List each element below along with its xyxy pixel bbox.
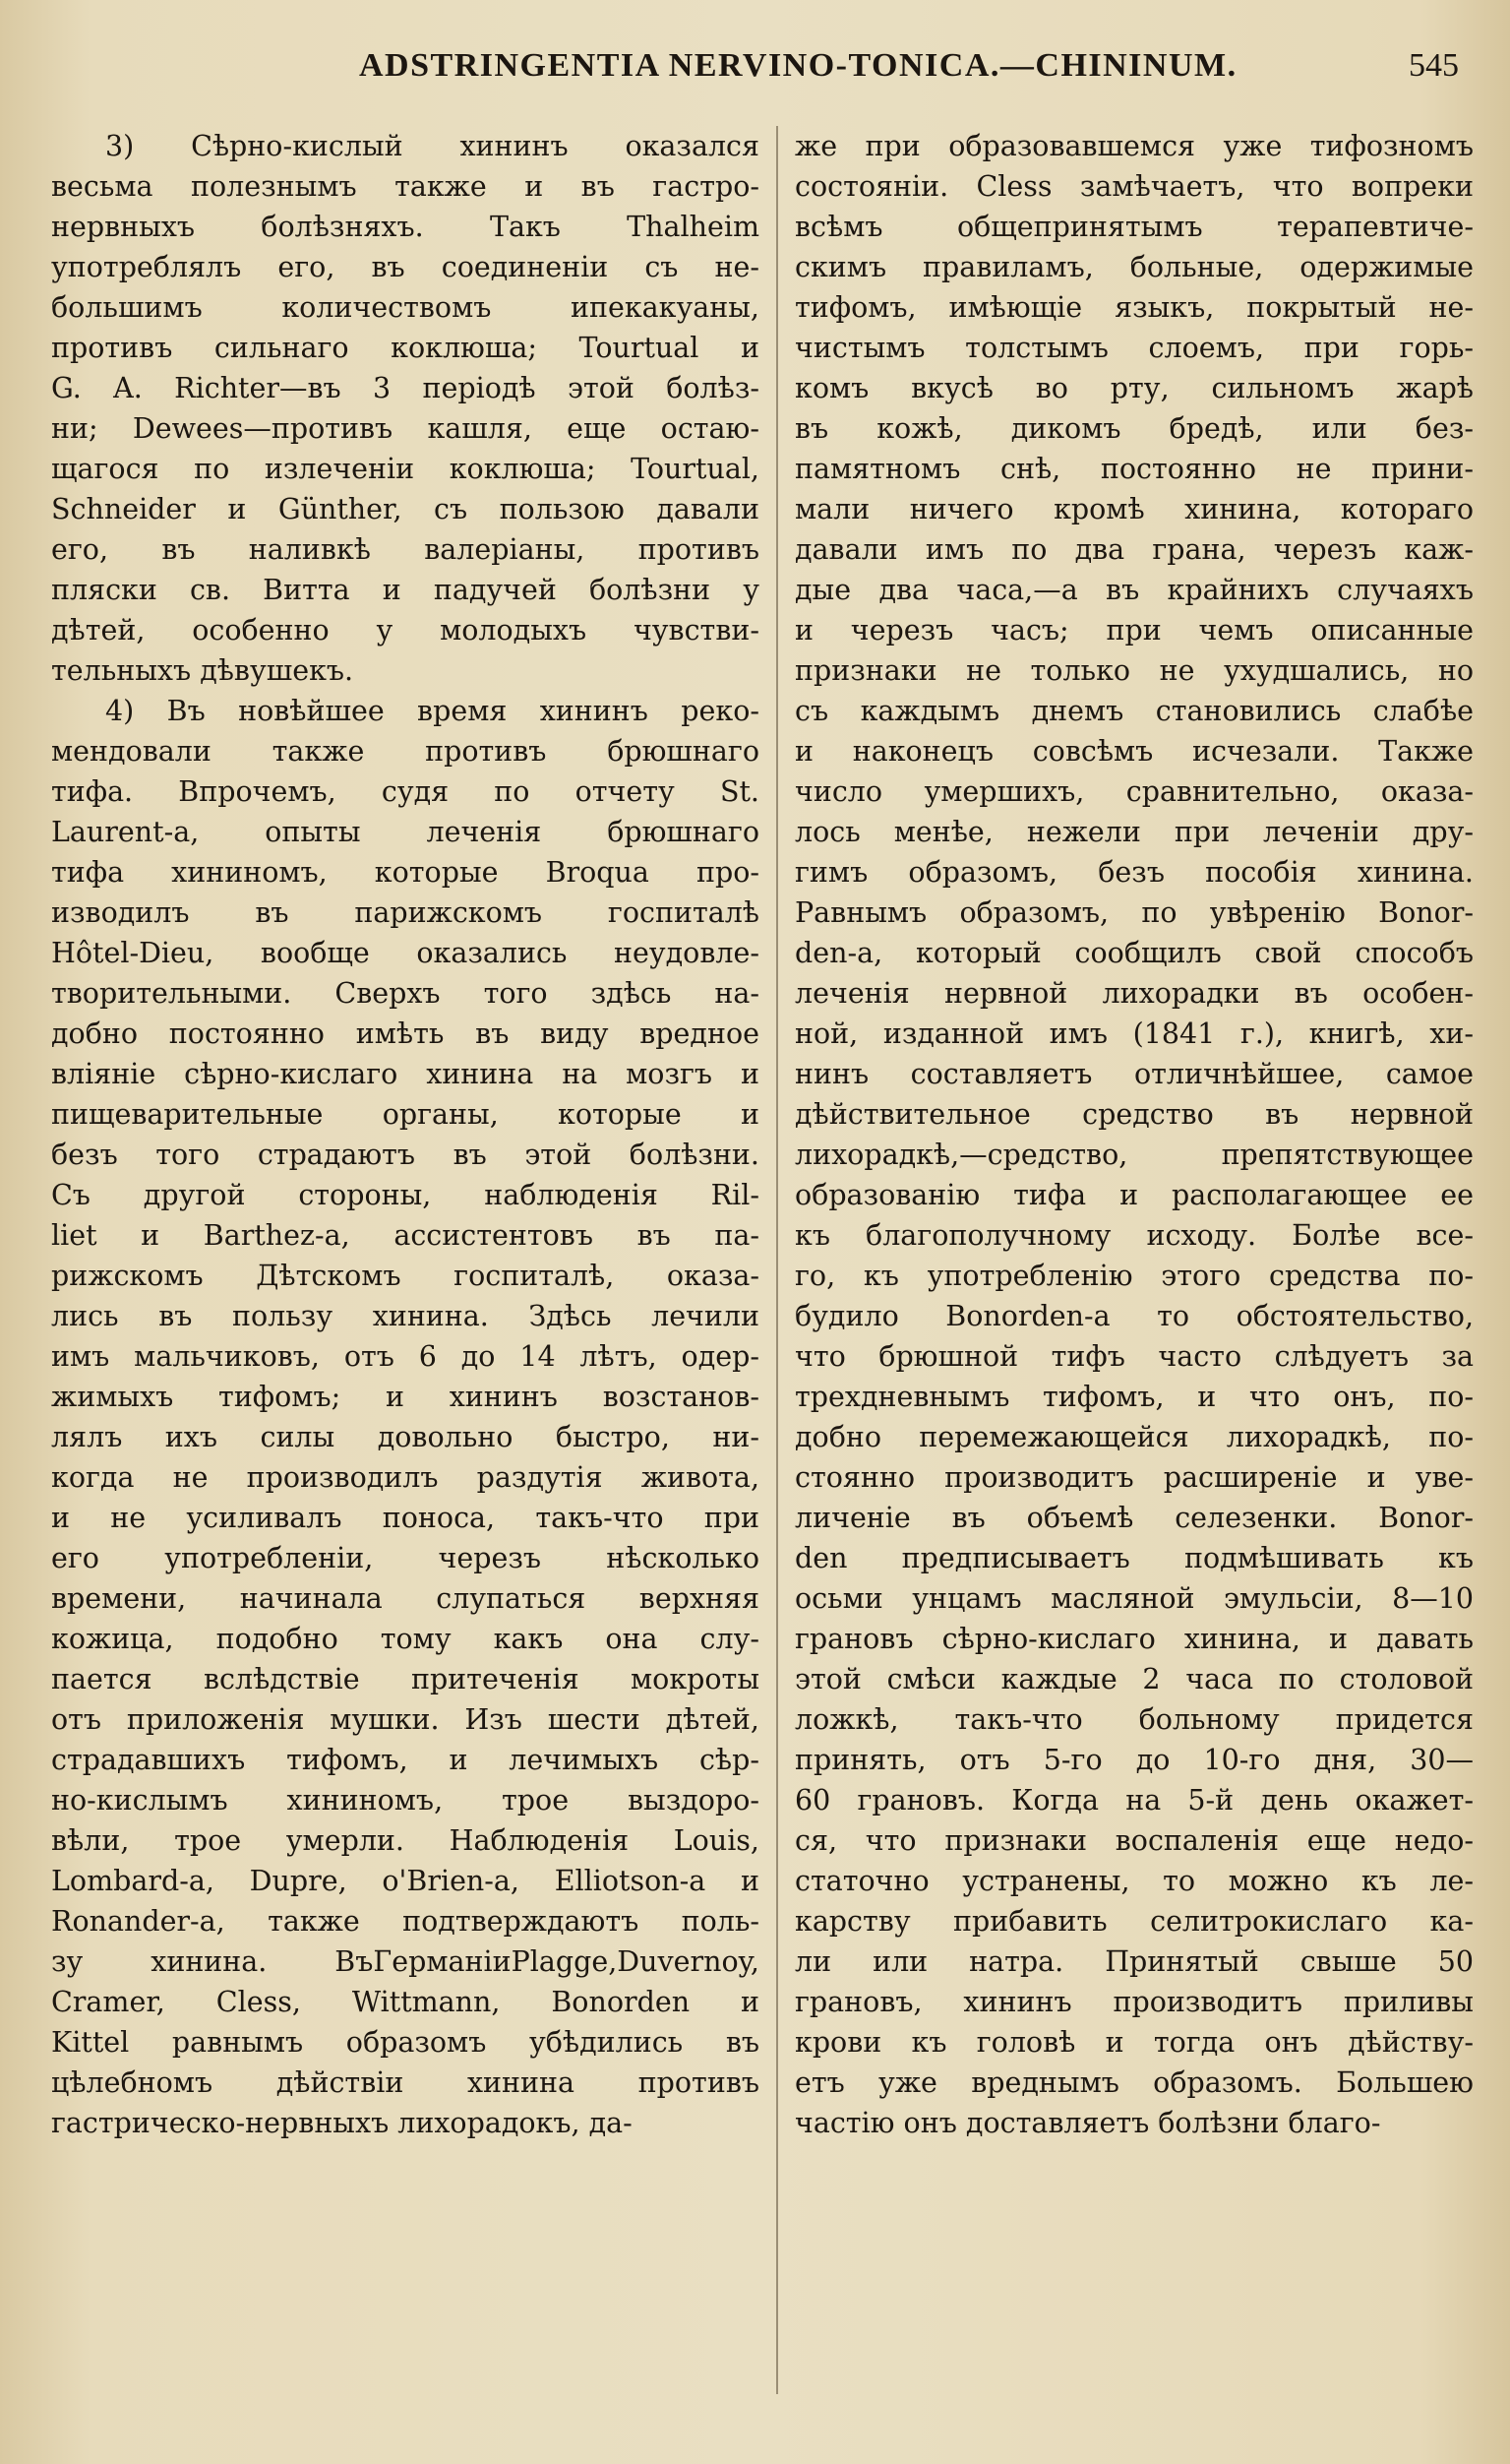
text-line: съ каждымъ днемъ становились слабѣе [795,695,1474,727]
text-line: тифа. Впрочемъ, судя по отчету St. [51,775,759,808]
text-line: же при образовавшемся уже тифозномъ [795,130,1474,162]
text-line: рижскомъ Дѣтскомъ госпиталѣ, оказа- [51,1260,759,1292]
text-line: пается вслѣдствiе притеченiя мокроты [51,1663,759,1695]
text-line: страдавшихъ тифомъ, и лечимыхъ сѣр- [51,1744,759,1776]
text-line: къ благополучному исходу. Болѣе все- [795,1219,1474,1252]
text-line: безъ того страдаютъ въ этой болѣзни. [51,1139,759,1171]
text-line: но-кислымъ хининомъ, трое выздоро- [51,1784,759,1817]
text-line: 60 грановъ. Когда на 5-й день окажет- [795,1784,1474,1817]
text-line: частiю онъ доставляетъ болѣзни благо- [795,2107,1381,2139]
text-line: етъ уже вреднымъ образомъ. Большею [795,2066,1474,2099]
text-line: лось менѣе, нежели при леченiи дру- [795,816,1474,848]
text-line: лихорадкѣ,—средство, препятствующее [795,1139,1474,1171]
text-line: кожица, подобно тому какъ она слу- [51,1623,759,1655]
text-line: ложкѣ, такъ-что больному придется [795,1703,1474,1736]
text-line: Kittel равнымъ образомъ убѣдились въ [51,2026,759,2059]
text-line: Съ другой стороны, наблюденiя Ril- [51,1179,759,1211]
text-line: Lombard-а, Dupre, o'Brien-а, Elliotson-а и [51,1865,759,1897]
text-line: пищеварительные органы, которые и [51,1098,759,1131]
text-line: будило Bonorden-а то обстоятельство, [795,1300,1474,1332]
text-line: liet и Barthez-а, ассистентовъ въ па- [51,1219,759,1252]
text-line: творительными. Сверхъ того здѣсь на- [51,977,759,1010]
text-line: ли или натра. Принятый свыше 50 [795,1945,1474,1978]
text-line: лялъ ихъ силы довольно быстро, ни- [51,1421,759,1453]
text-line: его, въ наливкѣ валерiаны, противъ [51,533,759,566]
right-text-column [795,126,1474,2399]
text-line: Laurent-а, опыты леченiя брюшнаго [51,816,759,848]
text-line: памятномъ снѣ, постоянно не прини- [795,453,1474,485]
text-line: осьми унцамъ масляной эмульсiи, 8—10 [795,1582,1474,1615]
text-line: тифа хининомъ, которые Broqua про- [51,856,759,889]
text-line: дѣтей, особенно у молодыхъ чувстви- [51,614,759,647]
text-line: гастрическо-нервныхъ лихорадокъ, да- [51,2107,633,2139]
text-line: большимъ количествомъ ипекакуаны, [51,291,759,324]
text-line: мендовали также противъ брюшнаго [51,735,759,768]
text-line: этой смѣси каждые 2 часа по столовой [795,1663,1474,1695]
text-line: Cramer, Cless, Wittmann, Bonorden и [51,1986,759,2018]
text-line: щагося по излеченiи коклюша; Tourtual, [51,453,759,485]
text-line: грановъ сѣрно-кислаго хинина, и давать [795,1623,1474,1655]
text-line: состоянiи. Cless замѣчаетъ, что вопреки [795,170,1474,203]
text-line: тифомъ, имѣющiе языкъ, покрытый не- [795,291,1474,324]
text-line: карству прибавить селитрокислаго ка- [795,1905,1474,1938]
text-line: что брюшной тифъ часто слѣдуетъ за [795,1340,1474,1373]
text-line: Hôtel-Dieu, вообще оказались неудовле- [51,937,759,969]
text-line: трехдневнымъ тифомъ, и что онъ, по- [795,1381,1474,1413]
text-line: статочно устранены, то можно къ ле- [795,1865,1474,1897]
text-line: гимъ образомъ, безъ пособiя хинина. [795,856,1474,889]
running-title: ADSTRINGENTIA NERVINO-TONICA.—CHININUM. [359,47,1238,84]
text-line: den-а, который сообщилъ свой способъ [795,937,1474,969]
text-line: скимъ правиламъ, больные, одержимые [795,251,1474,283]
left-text-column [51,126,759,2399]
text-line: чистымъ толстымъ слоемъ, при горь- [795,332,1474,364]
text-line: жимыхъ тифомъ; и хининъ возстанов- [51,1381,759,1413]
text-line: и не усиливалъ поноса, такъ-что при [51,1502,759,1534]
text-line: отъ приложенiя мушки. Изъ шести дѣтей, [51,1703,759,1736]
text-line: всѣмъ общепринятымъ терапевтиче- [795,211,1474,243]
text-line: тельныхъ дѣвушекъ. [51,654,354,687]
text-line: число умершихъ, сравнительно, оказа- [795,775,1474,808]
page-header [0,47,1510,94]
text-line: его употребленiи, черезъ нѣсколько [51,1542,759,1574]
text-line: давали имъ по два грана, черезъ каж- [795,533,1474,566]
text-line: G. A. Richter—въ 3 перiодѣ этой болѣз- [51,372,759,404]
text-line: го, къ употребленiю этого средства по- [795,1260,1474,1292]
text-line: образованiю тифа и располагающее ее [795,1179,1474,1211]
text-line: den предписываетъ подмѣшивать къ [795,1542,1474,1574]
text-line: грановъ, хининъ производитъ приливы [795,1986,1474,2018]
text-line: дые два часа,—а въ крайнихъ случаяхъ [795,574,1474,606]
text-line: Равнымъ образомъ, по увѣренiю Bonor- [795,896,1474,929]
text-line: комъ вкусѣ во рту, сильномъ жарѣ [795,372,1474,404]
text-line: противъ сильнаго коклюша; Tourtual и [51,332,759,364]
text-line: изводилъ въ парижскомъ госпиталѣ [51,896,759,929]
text-line: мали ничего кромѣ хинина, котораго [795,493,1474,525]
column-divider [776,126,778,2394]
text-line: признаки не только не ухудшались, но [795,654,1474,687]
text-line: нинъ составляетъ отличнѣйшее, самое [795,1058,1474,1090]
text-line: весьма полезнымъ также и въ гастро- [51,170,759,203]
text-line: влiянiе сѣрно-кислаго хинина на мозгъ и [51,1058,759,1090]
text-line: употреблялъ его, въ соединенiи съ не- [51,251,759,283]
text-line: пляски св. Витта и падучей болѣзни у [51,574,759,606]
text-line: 3) Сѣрно-кислый хининъ оказался [105,130,759,162]
text-line: леченiя нервной лихорадки въ особен- [795,977,1474,1010]
text-line: ся, что признаки воспаленiя еще недо- [795,1824,1474,1857]
text-line: добно постоянно имѣть въ виду вредное [51,1017,759,1050]
text-line: дѣйствительное средство въ нервной [795,1098,1474,1131]
text-line: нервныхъ болѣзняхъ. Такъ Thalheim [51,211,759,243]
text-line: 4) Въ новѣйшее время хининъ реко- [105,695,759,727]
text-line: въ кожѣ, дикомъ бредѣ, или без- [795,412,1474,445]
text-line: времени, начинала слупаться верхняя [51,1582,759,1615]
text-line: ной, изданной имъ (1841 г.), книгѣ, хи- [795,1017,1474,1050]
text-line: Schneider и Günther, съ пользою давали [51,493,759,525]
text-line: крови къ головѣ и тогда онъ дѣйству- [795,2026,1474,2059]
text-line: цѣлебномъ дѣйствiи хинина противъ [51,2066,759,2099]
text-line: и наконецъ совсѣмъ исчезали. Также [795,735,1474,768]
text-line: лись въ пользу хинина. Здѣсь лечили [51,1300,759,1332]
text-line: и черезъ часъ; при чемъ описанные [795,614,1474,647]
text-line: вѣли, трое умерли. Наблюденiя Louis, [51,1824,759,1857]
text-line: ни; Dewees—противъ кашля, еще остаю- [51,412,759,445]
text-line: личенiе въ объемѣ селезенки. Bonor- [795,1502,1474,1534]
text-line: добно перемежающейся лихорадкѣ, по- [795,1421,1474,1453]
text-line: зу хинина. ВъГерманiиPlagge,Duvernoy, [51,1945,759,1978]
text-line: когда не производилъ раздутiя живота, [51,1461,759,1494]
text-line: Ronander-а, также подтверждаютъ поль- [51,1905,759,1938]
text-line: принять, отъ 5-го до 10-го дня, 30— [795,1744,1474,1776]
text-line: имъ мальчиковъ, отъ 6 до 14 лѣтъ, одер- [51,1340,759,1373]
page-number: 545 [1409,47,1459,84]
text-line: стоянно производитъ расширенiе и уве- [795,1461,1474,1494]
